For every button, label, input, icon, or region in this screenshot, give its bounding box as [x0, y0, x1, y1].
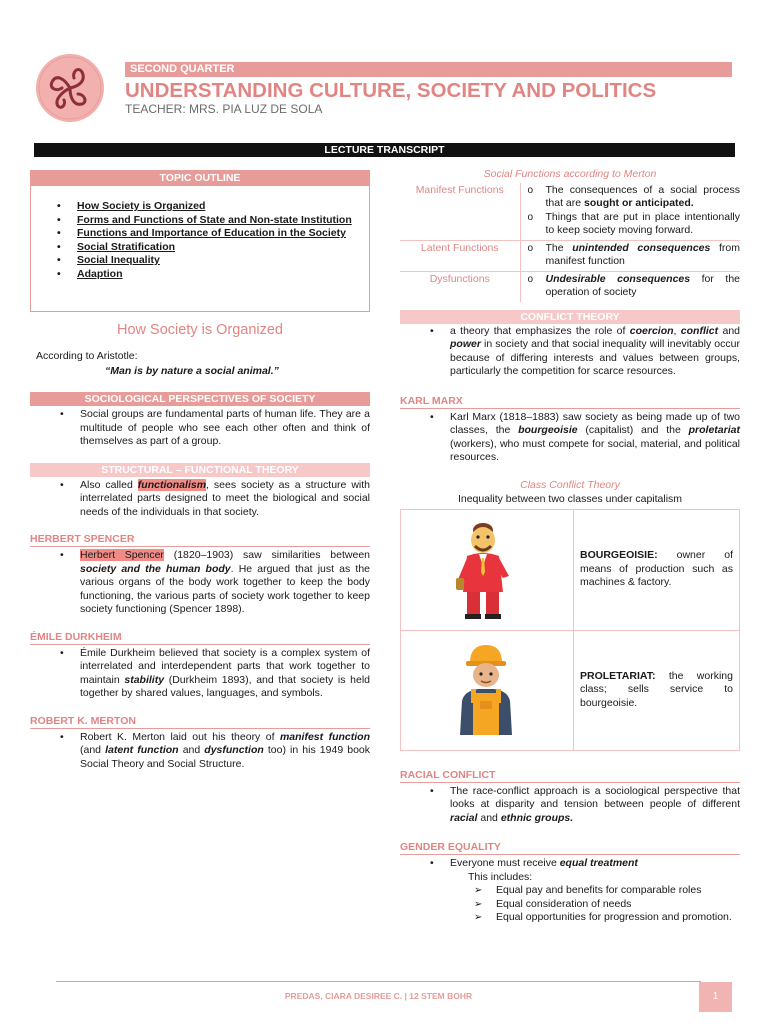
marx-text: • Karl Marx (1818–1883) saw society as being made up of two classes, the bourgeoisie (capitalist) and the proletariat (workers), who must compete for social, material, and political resources.	[400, 411, 740, 465]
spencer-highlight: Herbert Spencer	[80, 549, 164, 561]
quarter-label: SECOND QUARTER	[125, 62, 732, 77]
teacher-name: TEACHER: MRS. PIA LUZ DE SOLA	[125, 102, 323, 116]
aristotle-quote: “Man is by nature a social animal.”	[105, 364, 279, 377]
dysfunction-item: o Undesirable consequences for the operation of society	[521, 273, 741, 300]
section-title: How Society is Organized	[116, 322, 283, 338]
proletariat-row	[401, 630, 739, 750]
racial-text: • The race-conflict approach is a sociological perspective that looks at disparity and tension between people of different racial and ethnic groups.	[400, 785, 740, 826]
school-logo-icon	[34, 52, 106, 124]
outline-item[interactable]: • Forms and Functions of State and Non-state Institution	[57, 214, 369, 228]
capitalist-man-icon	[453, 516, 513, 620]
left-column	[30, 170, 370, 771]
gender-list-item: ➢ Equal opportunities for progression and promotion.	[474, 911, 740, 925]
proletariat-description: PROLETARIAT: the working class; sells service to bourgeoisie.	[580, 669, 733, 709]
aristotle-intro: According to Aristotle:	[36, 350, 138, 362]
class-conflict-table	[400, 509, 740, 751]
outline-item[interactable]: • How Society is Organized	[57, 200, 369, 214]
manifest-item: o The consequences of a social process that are sought or anticipated.	[521, 184, 741, 211]
gender-includes: This includes:	[468, 870, 533, 883]
construction-worker-icon	[456, 639, 516, 739]
spencer-text: • Herbert Spencer (1820–1903) saw similarities between society and the human body. He argued that just as the various organs of the body work together to keep the body functioning, the various parts of society work together to keep society functioning (Spencer 1898).	[30, 549, 370, 617]
merton-heading: ROBERT K. MERTON	[30, 714, 370, 729]
right-column	[400, 168, 740, 925]
bourgeoisie-description: BOURGEOISIE: owner of means of production such as machines & factory.	[580, 549, 733, 589]
topic-outline	[30, 170, 370, 312]
durkheim-text: • Émile Durkheim believed that society is a complex system of interrelated and interdependent parts that work together to maintain stability (Durkheim 1893), and that society is held together by shared values, languages, and symbols.	[30, 647, 370, 701]
bourgeoisie-row	[401, 510, 739, 630]
manifest-functions-label: Manifest Functions	[415, 183, 504, 196]
structural-heading: STRUCTURAL – FUNCTIONAL THEORY	[30, 463, 370, 477]
outline-item[interactable]: • Adaption	[57, 268, 369, 282]
merton-functions-table	[400, 183, 740, 302]
outline-item[interactable]: • Functions and Importance of Education in the Society	[57, 227, 369, 241]
outline-item[interactable]: • Social Inequality	[57, 254, 369, 268]
footer-author: PREDAS, CIARA DESIREE C. | 12 STEM BOHR	[284, 991, 473, 1001]
class-conflict-subtitle: Inequality between two classes under capitalism	[457, 493, 683, 505]
page-number: 1	[699, 982, 732, 1012]
latent-functions-label: Latent Functions	[400, 240, 520, 271]
merton-table-title: Social Functions according to Merton	[483, 168, 657, 180]
durkheim-heading: ÉMILE DURKHEIM	[30, 630, 370, 645]
document-title: UNDERSTANDING CULTURE, SOCIETY AND POLITICS	[125, 79, 657, 102]
conflict-heading: CONFLICT THEORY	[400, 310, 740, 324]
gender-list-item: ➢ Equal pay and benefits for comparable roles	[474, 884, 740, 898]
manifest-item: o Things that are put in place intentionally to keep society moving forward.	[521, 211, 741, 238]
racial-heading: RACIAL CONFLICT	[400, 768, 740, 783]
topic-outline-heading: TOPIC OUTLINE	[31, 171, 369, 186]
gender-heading: GENDER EQUALITY	[400, 840, 740, 855]
perspectives-heading: SOCIOLOGICAL PERSPECTIVES OF SOCIETY	[30, 392, 370, 406]
merton-text: • Robert K. Merton laid out his theory of manifest function (and latent function and dysfunction too) in his 1949 book Social Theory and Social Structure.	[30, 731, 370, 772]
functionalism-term: functionalism	[137, 478, 207, 491]
gender-list-item: ➢ Equal consideration of needs	[474, 898, 740, 912]
gender-text: • Everyone must receive equal treatment	[400, 857, 740, 871]
class-conflict-title: Class Conflict Theory	[520, 478, 620, 491]
latent-item: o The unintended consequences from manifest function	[521, 242, 741, 269]
lecture-transcript-banner: LECTURE TRANSCRIPT	[34, 143, 735, 157]
gender-list	[400, 884, 740, 925]
dysfunctions-label: Dysfunctions	[400, 271, 520, 302]
conflict-text: • a theory that emphasizes the role of coercion, conflict and power in society and that social inequality will inevitably occur because of differing interests and values between groups, particularly the competition for scarce resources.	[400, 325, 740, 379]
footer-divider	[56, 981, 701, 982]
outline-item[interactable]: • Social Stratification	[57, 241, 369, 255]
perspectives-text: • Social groups are fundamental parts of human life. They are a multitude of people who see each other often and think of themselves as part of a group.	[30, 408, 370, 449]
structural-text: • Also called functionalism, sees society as a structure with interrelated parts designed to meet the biological and social needs of the individuals in that society.	[30, 479, 370, 520]
topic-outline-list	[31, 186, 369, 281]
spencer-heading: HERBERT SPENCER	[30, 532, 370, 547]
marx-heading: KARL MARX	[400, 394, 740, 409]
